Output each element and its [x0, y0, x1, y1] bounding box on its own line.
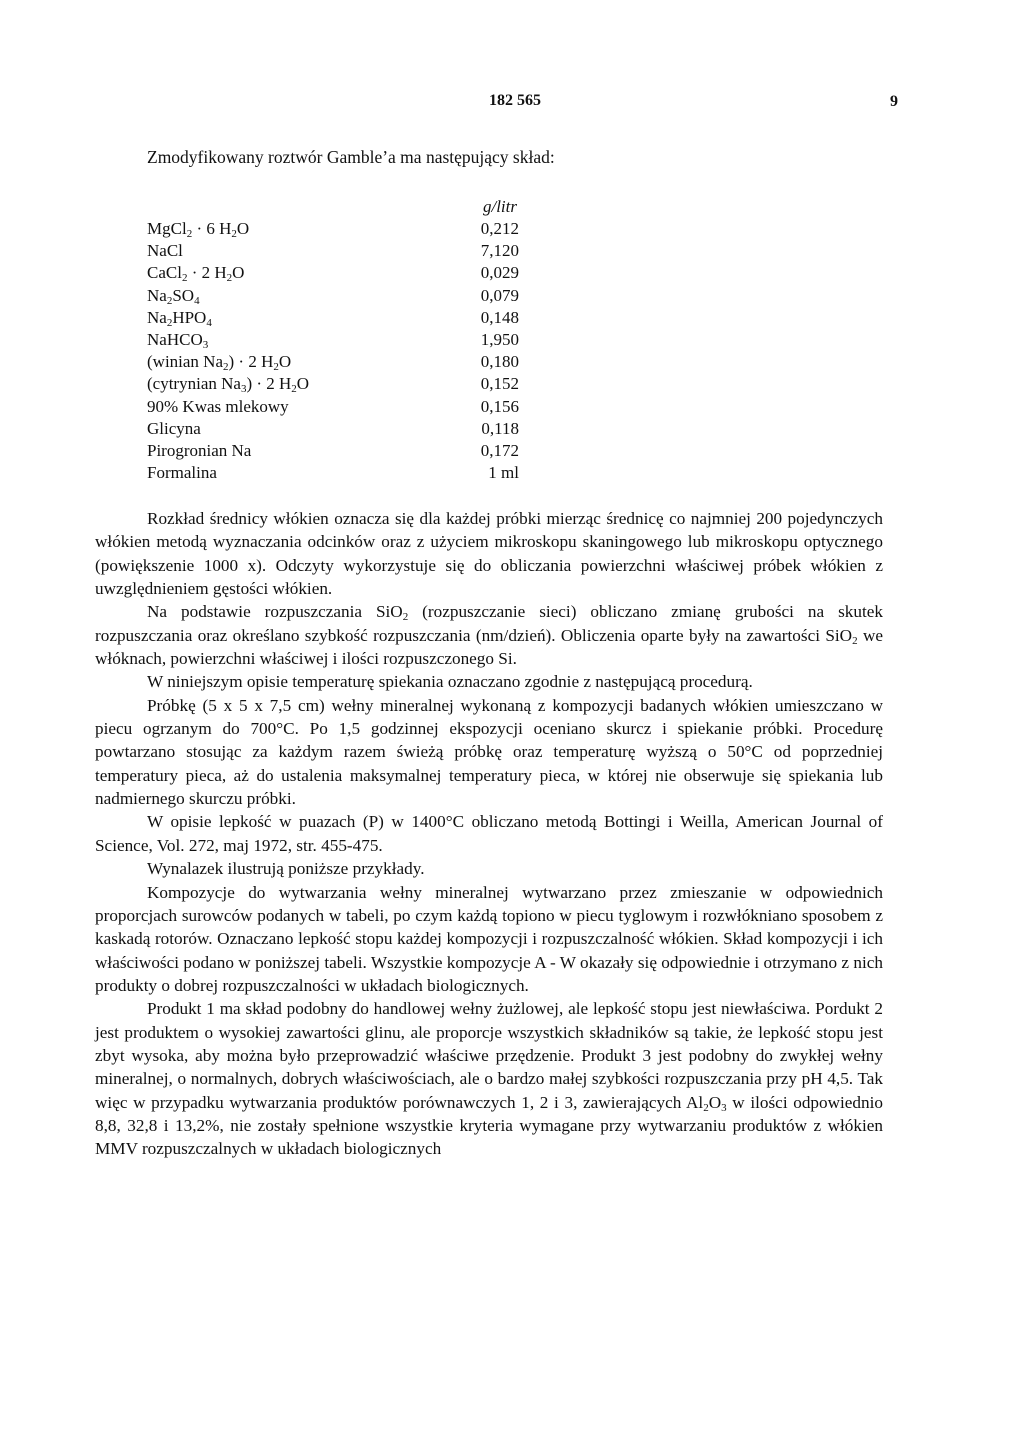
- component-name: [147, 240, 457, 262]
- patent-number: 182 565: [489, 92, 541, 109]
- text-run: Na: [147, 307, 167, 327]
- component-name: [147, 218, 457, 240]
- paragraph: [95, 810, 883, 857]
- text-run: O: [236, 219, 250, 238]
- composition-row: [147, 373, 547, 395]
- solution-intro: Zmodyfikowany roztwór Gamble’a ma następujący skład:: [147, 147, 555, 167]
- paragraph: [95, 600, 883, 670]
- paragraph: [95, 881, 883, 998]
- subscript: 2: [186, 228, 193, 240]
- text-run: SO: [172, 285, 195, 305]
- subscript: 2: [402, 611, 409, 624]
- text-run: we włóknach, powierzchni właściwej i ilości rozpuszczonego Si.: [95, 625, 883, 669]
- subscript: 2: [291, 383, 297, 396]
- component-value: 0,152: [480, 374, 519, 394]
- component-value: 0,156: [480, 396, 519, 416]
- component-value: 1 ml: [488, 463, 519, 483]
- subscript: 2: [226, 272, 233, 285]
- component-name: [147, 373, 457, 395]
- component-value: 0,180: [480, 352, 519, 372]
- component-value: 0,172: [480, 440, 519, 460]
- component-name: [147, 329, 457, 351]
- component-name: [147, 285, 457, 307]
- component-name: [147, 307, 457, 329]
- component-value: 0,118: [481, 418, 519, 438]
- component-name: [147, 396, 457, 418]
- text-run: O: [232, 263, 245, 283]
- component-name: [147, 351, 457, 373]
- composition-row: [147, 351, 547, 373]
- text-run: W opisie lepkość w puazach (P) w 1400°C obliczano metodą Bottingi i Weilla, American Journal of Science, Vol. 272, maj 1972, str. 455-475.: [95, 812, 883, 855]
- text-run: Glicyna: [147, 418, 201, 438]
- text-run: Formalina: [147, 463, 217, 483]
- component-value: 1,950: [480, 329, 519, 349]
- component-name: [147, 440, 457, 462]
- composition-row: [147, 396, 547, 418]
- text-run: MgCl: [147, 219, 187, 238]
- subscript: 4: [194, 294, 200, 307]
- subscript: 2: [223, 361, 229, 374]
- composition-row: [147, 329, 547, 351]
- paragraph: [95, 507, 883, 600]
- composition-row: [147, 462, 547, 484]
- subscript: 3: [721, 1101, 727, 1114]
- text-run: Na podstawie rozpuszczania SiO: [147, 602, 403, 622]
- text-run: O: [278, 352, 292, 372]
- text-run: (rozpuszczanie sieci) obliczano zmianę grubości na skutek rozpuszczania oraz określano szybkość rozpuszczania (nm/dzień). Obliczenia oparte były na zawartości SiO: [95, 602, 883, 645]
- subscript: 2: [273, 361, 279, 374]
- subscript: 2: [181, 272, 188, 285]
- text-run: O: [708, 1092, 722, 1112]
- unit-header: g/litr: [482, 197, 517, 216]
- subscript: 2: [852, 634, 858, 647]
- text-run: ) · 2 H: [246, 374, 292, 394]
- text-run: Próbkę (5 x 5 x 7,5 cm) wełny mineralnej wykonaną z kompozycji badanych włókien umieszczano w piecu ogrzanym do 700°C. Po 1,5 godzinnej ekspozycji oceniano skurcz i spiekanie próbki. Procedurę powtarzano stosując za każdym razem świeżą próbkę oraz temperaturę wyższą o 50°C od poprzedniej temperatury pieca, aż do ustalenia maksymalnej temperatury pieca, w której nie obserwuje się spiekania lub nadmiernego skurczu próbki.: [95, 695, 883, 809]
- subscript: 3: [202, 338, 209, 351]
- text-run: Produkt 1 ma skład podobny do handlowej wełny żużlowej, ale lepkość stopu jest niewłaściwa. Pordukt 2 jest produktem o wysokiej zawartości glinu, ale proporcje wszystkich składników są takie, że lepkość stopu jest zbyt wysoka, aby można było przeprowadzić właściwe przędzenie. Produkt 3 jest podobny do zwykłej wełny mineralnej, o normalnych, dobrych właściwościach, ale o bardzo małej szybkości rozpuszczania przy pH 4,5. Tak więc w przypadku wytwarzania produktów porównawczych 1, 2 i 3, zawierających Al: [95, 999, 883, 1112]
- subscript: 2: [231, 228, 237, 240]
- component-value: 0,029: [480, 263, 519, 283]
- composition-row: [147, 262, 547, 284]
- composition-row: [147, 418, 547, 440]
- subscript: 2: [166, 316, 173, 329]
- subscript: 2: [166, 294, 173, 307]
- text-run: Na: [147, 285, 167, 305]
- text-run: · 2 H: [187, 263, 227, 283]
- text-run: (cytrynian Na: [147, 374, 241, 394]
- paragraph: [95, 670, 883, 693]
- composition-row: [147, 285, 547, 307]
- text-run: · 6 H: [192, 219, 232, 238]
- text-run: 90% Kwas mlekowy: [147, 396, 289, 416]
- text-run: NaCl: [147, 241, 183, 261]
- text-run: (winian Na: [147, 352, 224, 372]
- body-text: [95, 507, 883, 1161]
- text-run: Pirogronian Na: [147, 440, 252, 460]
- text-run: CaCl: [147, 263, 182, 283]
- paragraph: [95, 694, 883, 811]
- text-run: O: [296, 374, 310, 394]
- component-value: 0,212: [480, 219, 519, 238]
- component-name: [147, 462, 457, 484]
- composition-row: [147, 307, 547, 329]
- component-value: 0,079: [480, 285, 519, 305]
- text-run: NaHCO: [147, 329, 203, 349]
- subscript: 3: [240, 383, 247, 396]
- paragraph: [95, 997, 883, 1160]
- text-run: Kompozycje do wytwarzania wełny mineralnej wytwarzano przez zmieszanie w odpowiednich proporcjach surowców podanych w tabeli, po czym każdą topiono w piecu tyglowym i rozwłókniano sposobem z kaskadą rotorów. Oznaczano lepkość stopu każdej kompozycji i rozpuszczalność włókien. Skład kompozycji i ich właściwości podano w poniższej tabeli. Wszystkie kompozycje A - W okazały się odpowiednie i otrzymano z nich produkty o dobrej rozpuszczalności w układach biologicznych.: [95, 882, 883, 995]
- composition-table: [147, 196, 547, 484]
- component-name: [147, 262, 457, 284]
- composition-row: [147, 218, 547, 240]
- text-run: Rozkład średnicy włókien oznacza się dla każdej próbki mierząc średnicę co najmniej 200 pojedynczych włókien metodą wyznaczania odcinków oraz z użyciem mikroskopu skaningowego lub mikroskopu optycznego (powiększenie 1000 x). Odczyty wykorzystuje się do obliczania powierzchni właściwej próbek włókien z uwzględnieniem gęstości włókien.: [95, 509, 883, 599]
- composition-row: [147, 440, 547, 462]
- text-run: ) · 2 H: [228, 352, 274, 372]
- text-run: Wynalazek ilustrują poniższe przykłady.: [147, 859, 425, 879]
- text-run: w ilości odpowiednio 8,8, 32,8 i 13,2%, nie zostały spełnione wszystkie kryteria wymagane przy wytwarzaniu produktów z włókien MMV rozpuszczalnych w układach biologicznych: [95, 1092, 883, 1159]
- component-value: 7,120: [480, 241, 519, 261]
- component-name: [147, 418, 457, 440]
- text-run: HPO: [172, 307, 207, 327]
- composition-rows: [147, 218, 547, 484]
- component-value: 0,148: [480, 307, 519, 327]
- page-number: 9: [890, 93, 898, 110]
- subscript: 4: [206, 316, 212, 329]
- subscript: 2: [703, 1101, 709, 1114]
- paragraph: [95, 857, 883, 880]
- text-run: W niniejszym opisie temperaturę spiekania oznaczano zgodnie z następującą procedurą.: [147, 672, 753, 692]
- composition-row: [147, 240, 547, 262]
